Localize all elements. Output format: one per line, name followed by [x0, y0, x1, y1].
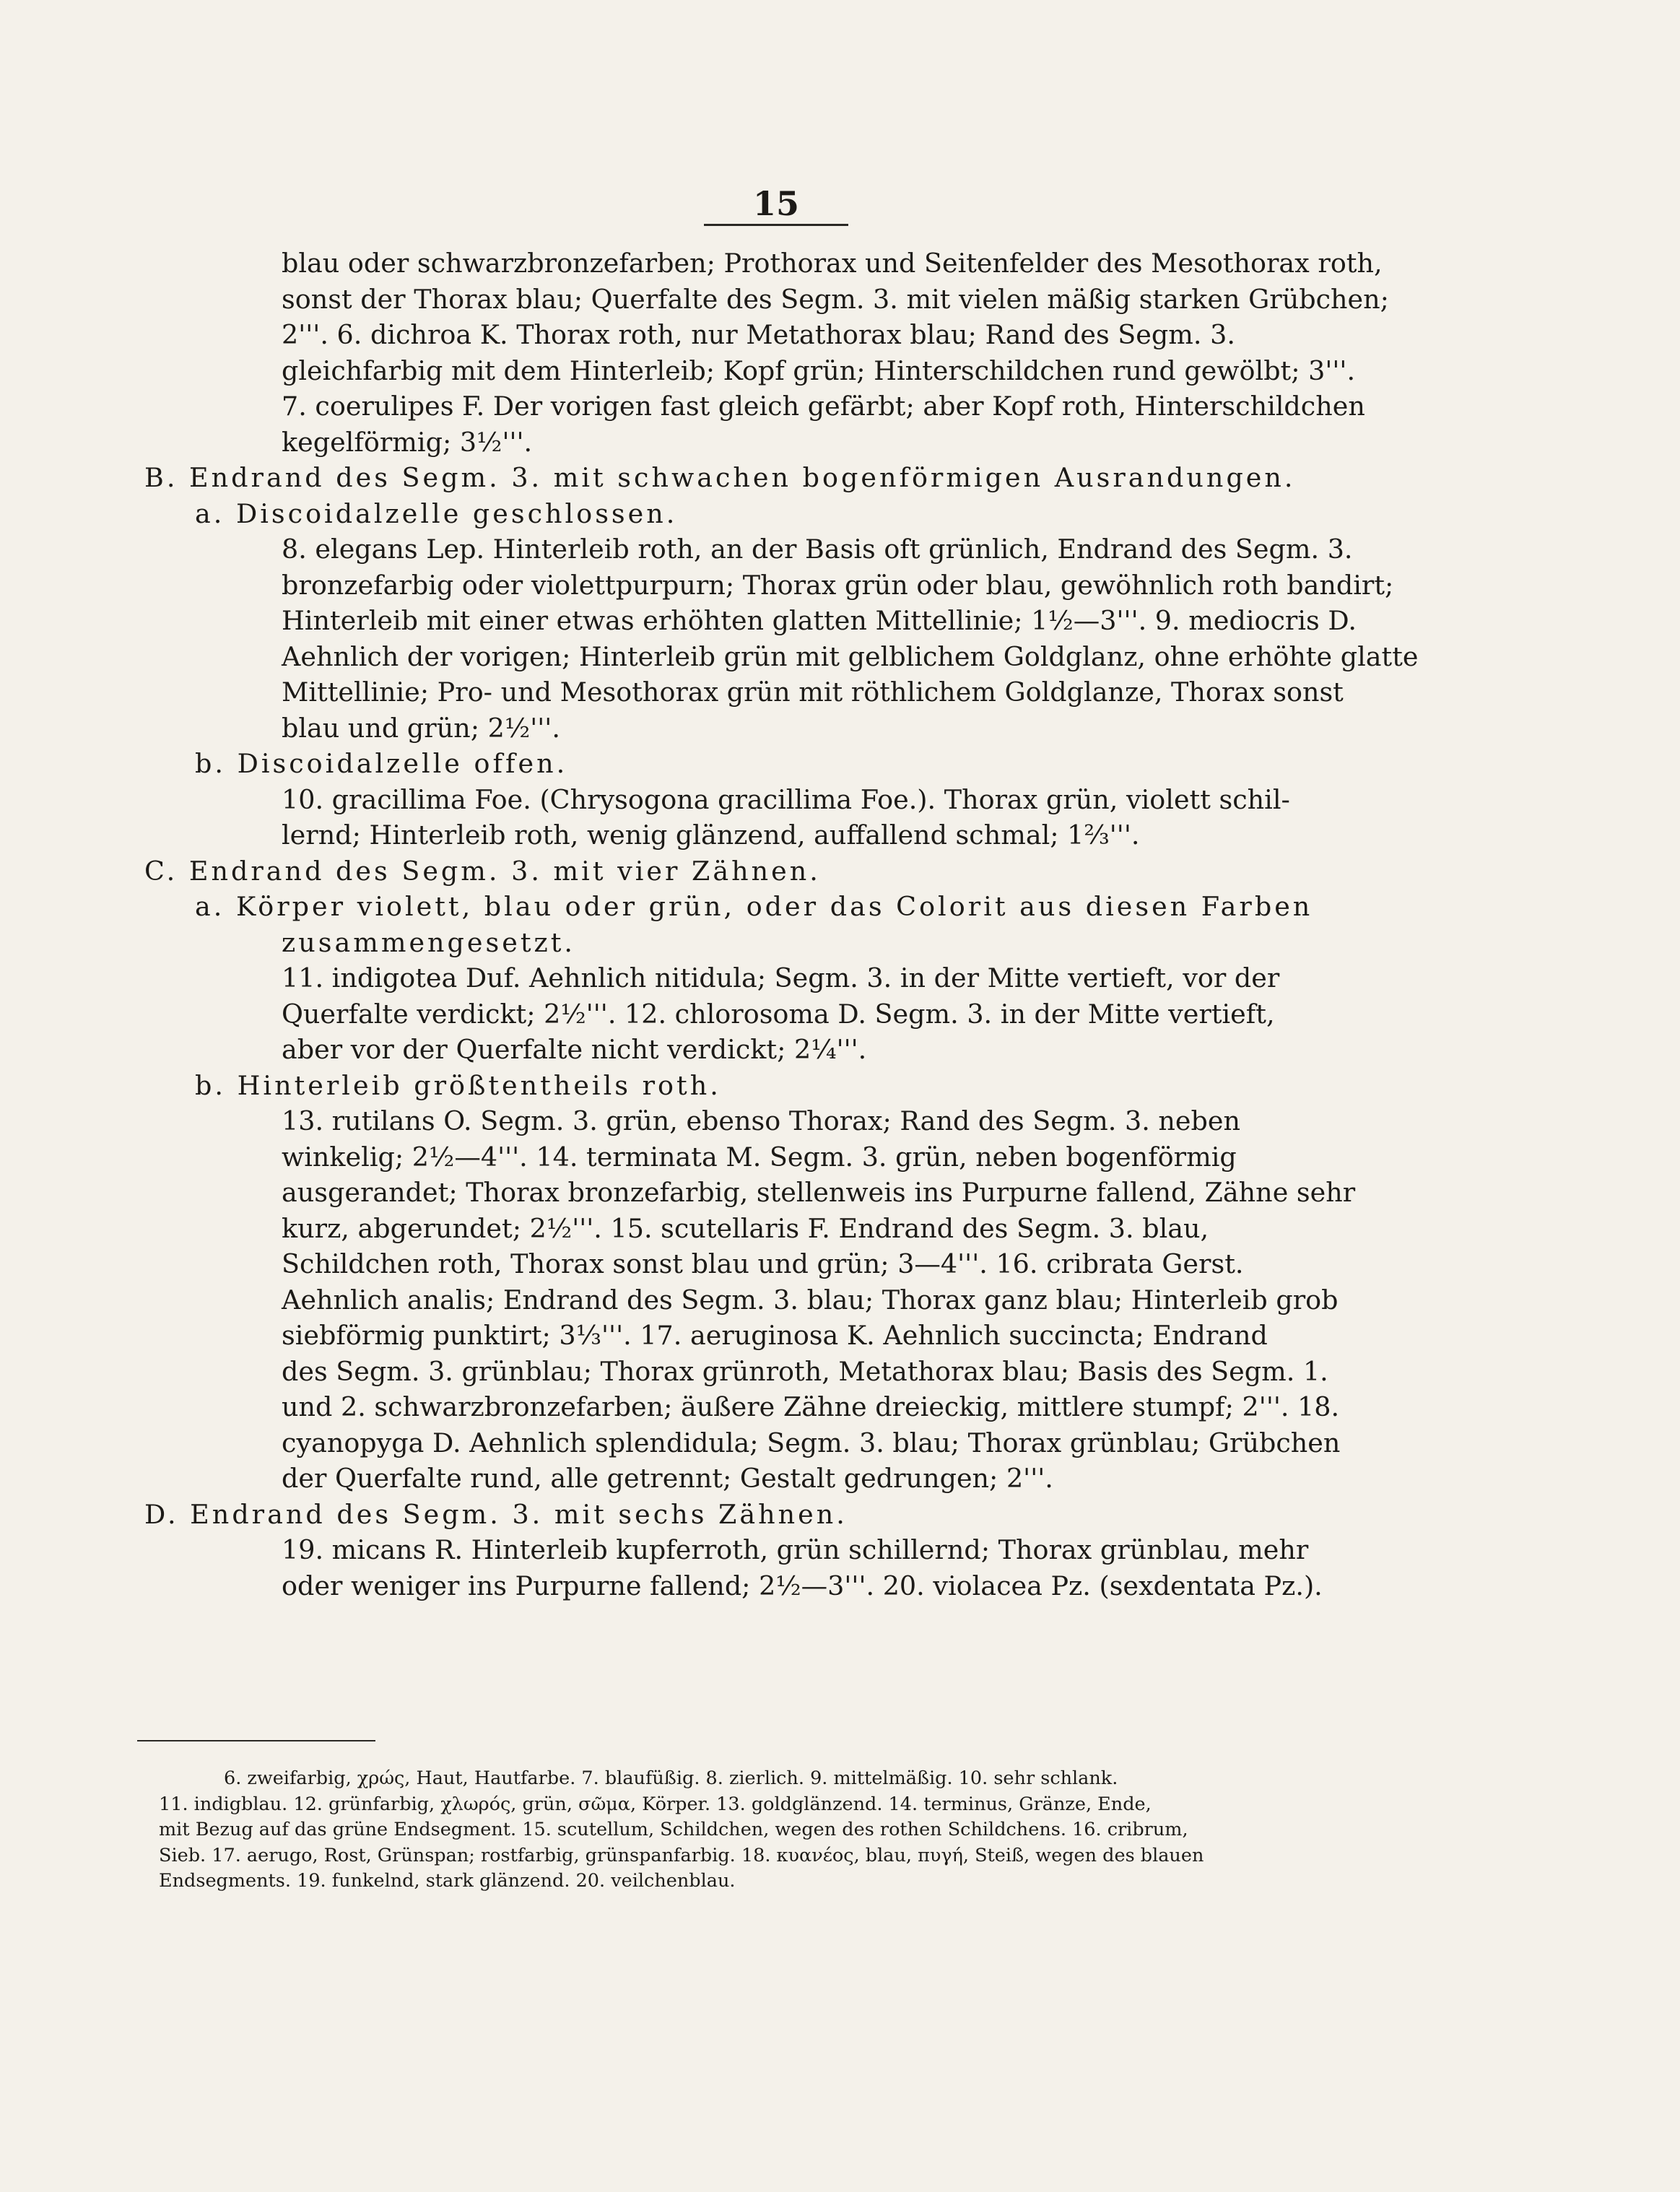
body-text-line: oder weniger ins Purpurne fallend; 2½—3'''. 20. violacea Pz. (sexdentata Pz.).: [282, 1570, 1323, 1601]
footnote-separator: [137, 1740, 375, 1741]
section-heading-line: D. Endrand des Segm. 3. mit sechs Zähnen.: [144, 1498, 848, 1530]
body-text-line: lernd; Hinterleib roth, wenig glänzend, auffallend schmal; 1⅔'''.: [282, 819, 1140, 851]
section-heading-line: a. Körper violett, blau oder grün, oder das Colorit aus diesen Farben: [195, 891, 1313, 922]
body-text-line: 2'''. 6. dichroa K. Thorax roth, nur Metathorax blau; Rand des Segm. 3.: [282, 319, 1235, 350]
body-text-line: der Querfalte rund, alle getrennt; Gestalt gedrungen; 2'''.: [282, 1463, 1053, 1494]
section-heading-line: B. Endrand des Segm. 3. mit schwachen bogenförmigen Ausrandungen.: [144, 462, 1296, 493]
body-text-line: gleichfarbig mit dem Hinterleib; Kopf grün; Hinterschildchen rund gewölbt; 3'''.: [282, 355, 1356, 386]
body-text-line: 10. gracillima Foe. (Chrysogona gracillima Foe.). Thorax grün, violett schil-: [282, 783, 1290, 815]
body-text-line: und 2. schwarzbronzefarben; äußere Zähne dreieckig, mittlere stumpf; 2'''. 18.: [282, 1391, 1340, 1422]
body-text-line: 8. elegans Lep. Hinterleib roth, an der Basis oft grünlich, Endrand des Segm. 3.: [282, 534, 1353, 565]
body-text-line: Aehnlich analis; Endrand des Segm. 3. blau; Thorax ganz blau; Hinterleib grob: [282, 1284, 1339, 1315]
body-text-line: Querfalte verdickt; 2½'''. 12. chlorosoma D. Segm. 3. in der Mitte vertieft,: [282, 998, 1275, 1030]
body-text-line: Schildchen roth, Thorax sonst blau und grün; 3—4'''. 16. cribrata Gerst.: [282, 1248, 1244, 1279]
page-number: 15: [752, 184, 799, 223]
page-number-rule: [704, 224, 848, 226]
footnote-line: Sieb. 17. aerugo, Rost, Grünspan; rostfarbig, grünspanfarbig. 18. κυανέος, blau, πυγή, Steiß, wegen des blauen: [159, 1844, 1204, 1866]
section-heading-line: a. Discoidalzelle geschlossen.: [195, 497, 678, 529]
body-text-line: 11. indigotea Duf. Aehnlich nitidula; Segm. 3. in der Mitte vertieft, vor der: [282, 962, 1280, 993]
body-text-line: kurz, abgerundet; 2½'''. 15. scutellaris F. Endrand des Segm. 3. blau,: [282, 1212, 1209, 1244]
body-text-line: Aehnlich der vorigen; Hinterleib grün mit gelblichem Goldglanz, ohne erhöhte glatte: [282, 640, 1419, 672]
body-text-line: Mittellinie; Pro- und Mesothorax grün mit röthlichem Goldglanze, Thorax sonst: [282, 677, 1344, 708]
footnotes-block: [159, 1766, 1350, 1895]
body-text-line: blau oder schwarzbronzefarben; Prothorax und Seitenfelder des Mesothorax roth,: [282, 248, 1383, 279]
body-text-line: kegelförmig; 3½'''.: [282, 426, 533, 458]
body-text-line: aber vor der Querfalte nicht verdickt; 2¼'''.: [282, 1034, 867, 1065]
body-text-line: cyanopyga D. Aehnlich splendidula; Segm. 3. blau; Thorax grünblau; Grübchen: [282, 1427, 1341, 1458]
body-text-line: siebförmig punktirt; 3⅓'''. 17. aeruginosa K. Aehnlich succincta; Endrand: [282, 1320, 1268, 1351]
body-text-line: ausgerandet; Thorax bronzefarbig, stellenweis ins Purpurne fallend, Zähne sehr: [282, 1177, 1356, 1208]
body-text-line: des Segm. 3. grünblau; Thorax grünroth, Metathorax blau; Basis des Segm. 1.: [282, 1355, 1328, 1387]
body-text-line: winkelig; 2½—4'''. 14. terminata M. Segm. 3. grün, neben bogenförmig: [282, 1141, 1237, 1173]
body-text-line: bronzefarbig oder violettpurpurn; Thorax grün oder blau, gewöhnlich roth bandirt;: [282, 569, 1394, 601]
main-text-block: [144, 245, 1419, 1604]
body-text-line: 19. micans R. Hinterleib kupferroth, grün schillernd; Thorax grünblau, mehr: [282, 1534, 1309, 1565]
body-text-line: 7. coerulipes F. Der vorigen fast gleich gefärbt; aber Kopf roth, Hinterschildchen: [282, 391, 1365, 422]
body-text-line: blau und grün; 2½'''.: [282, 712, 560, 744]
body-text-line: sonst der Thorax blau; Querfalte des Segm. 3. mit vielen mäßig starken Grübchen;: [282, 283, 1389, 315]
footnote-line: mit Bezug auf das grüne Endsegment. 15. scutellum, Schildchen, wegen des rothen Schildchens. 16. cribrum,: [159, 1819, 1188, 1840]
body-text-line: 13. rutilans O. Segm. 3. grün, ebenso Thorax; Rand des Segm. 3. neben: [282, 1105, 1241, 1136]
footnote-line: 6. zweifarbig, χρώς, Haut, Hautfarbe. 7. blaufüßig. 8. zierlich. 9. mittelmäßig. 10. sehr schlank.: [224, 1767, 1118, 1789]
body-text-line: Hinterleib mit einer etwas erhöhten glatten Mittellinie; 1½—3'''. 9. mediocris D.: [282, 605, 1357, 636]
footnote-line: Endsegments. 19. funkelnd, stark glänzend. 20. veilchenblau.: [159, 1870, 736, 1892]
footnote-line: 11. indigblau. 12. grünfarbig, χλωρός, grün, σῶμα, Körper. 13. goldglänzend. 14. terminus, Gränze, Ende,: [159, 1793, 1152, 1815]
section-heading-line: b. Hinterleib größtentheils roth.: [195, 1069, 721, 1101]
section-heading-line: zusammengesetzt.: [282, 926, 576, 958]
section-heading-line: b. Discoidalzelle offen.: [195, 748, 568, 779]
section-heading-line: C. Endrand des Segm. 3. mit vier Zähnen.: [144, 855, 821, 887]
